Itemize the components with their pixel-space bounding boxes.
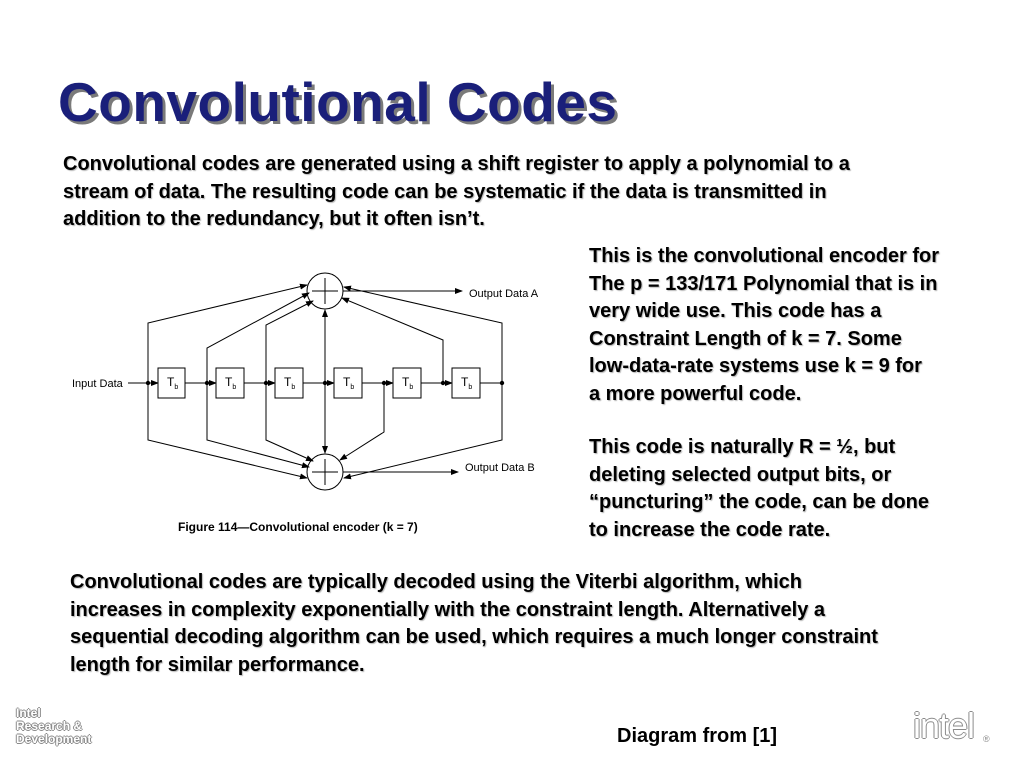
outro-line: Convolutional codes are typically decoded using the Viterbi algorithm, which <box>70 571 802 593</box>
outro-line: sequential decoding algorithm can be used, which requires a much longer constraint <box>70 626 878 648</box>
outro-line: increases in complexity exponentially with the constraint length. Alternatively a <box>70 598 826 621</box>
output-b-label: Output Data B <box>465 462 535 474</box>
side-line: to increase the code rate. <box>589 518 831 541</box>
intro-line: stream of data. The resulting code can be systematic if the data is transmitted in <box>63 180 827 203</box>
adder-b <box>307 454 343 490</box>
delay-label: $T_b$ <box>167 375 179 391</box>
diagram-credit: Diagram from [1] <box>617 725 778 747</box>
dept-line: Intel <box>16 706 41 720</box>
delay-label: $T_b$ <box>284 375 296 391</box>
delay-label: $T_b$ <box>461 375 473 391</box>
department-label <box>16 707 91 746</box>
delay-label: $T_b$ <box>343 375 355 391</box>
side-line: The p = 133/171 Polynomial that is in <box>589 272 938 295</box>
figure-caption: Figure 114—Convolutional encoder (k = 7) <box>178 520 418 534</box>
side-line: “puncturing” the code, can be done <box>589 491 930 513</box>
side-line: low-data-rate systems use k = 9 for <box>589 355 922 377</box>
registered-mark: ® <box>983 734 990 744</box>
dept-line: Research & <box>16 719 83 733</box>
side-line: This code is naturally R = ½, but <box>589 436 896 458</box>
outro-line: length for similar performance. <box>70 653 365 676</box>
output-a-label: Output Data A <box>469 288 539 300</box>
side-line: This is the convolutional encoder for <box>589 245 940 267</box>
dept-line: Development <box>16 732 92 746</box>
convolutional-encoder-diagram <box>60 255 580 545</box>
intel-logo: intel <box>913 705 975 746</box>
slide-title: Convolutional Codes <box>58 71 618 133</box>
encoder-description <box>589 243 1009 408</box>
input-data-label: Input Data <box>72 378 123 390</box>
side-line: very wide use. This code has a <box>589 300 882 322</box>
delay-label: $T_b$ <box>225 375 237 391</box>
side-line: Constraint Length of k = 7. Some <box>589 327 902 350</box>
side-line: deleting selected output bits, or <box>589 463 892 486</box>
code-rate-description <box>589 434 1009 544</box>
delay-label: $T_b$ <box>402 375 414 391</box>
side-line: a more powerful code. <box>589 382 802 405</box>
intro-line: addition to the redundancy, but it often isn’t. <box>63 208 485 230</box>
decoding-paragraph <box>70 569 1015 679</box>
intro-line: Convolutional codes are generated using a shift register to apply a polynomial to a <box>63 153 850 175</box>
adder-a <box>307 273 343 309</box>
intro-paragraph <box>63 151 1003 234</box>
